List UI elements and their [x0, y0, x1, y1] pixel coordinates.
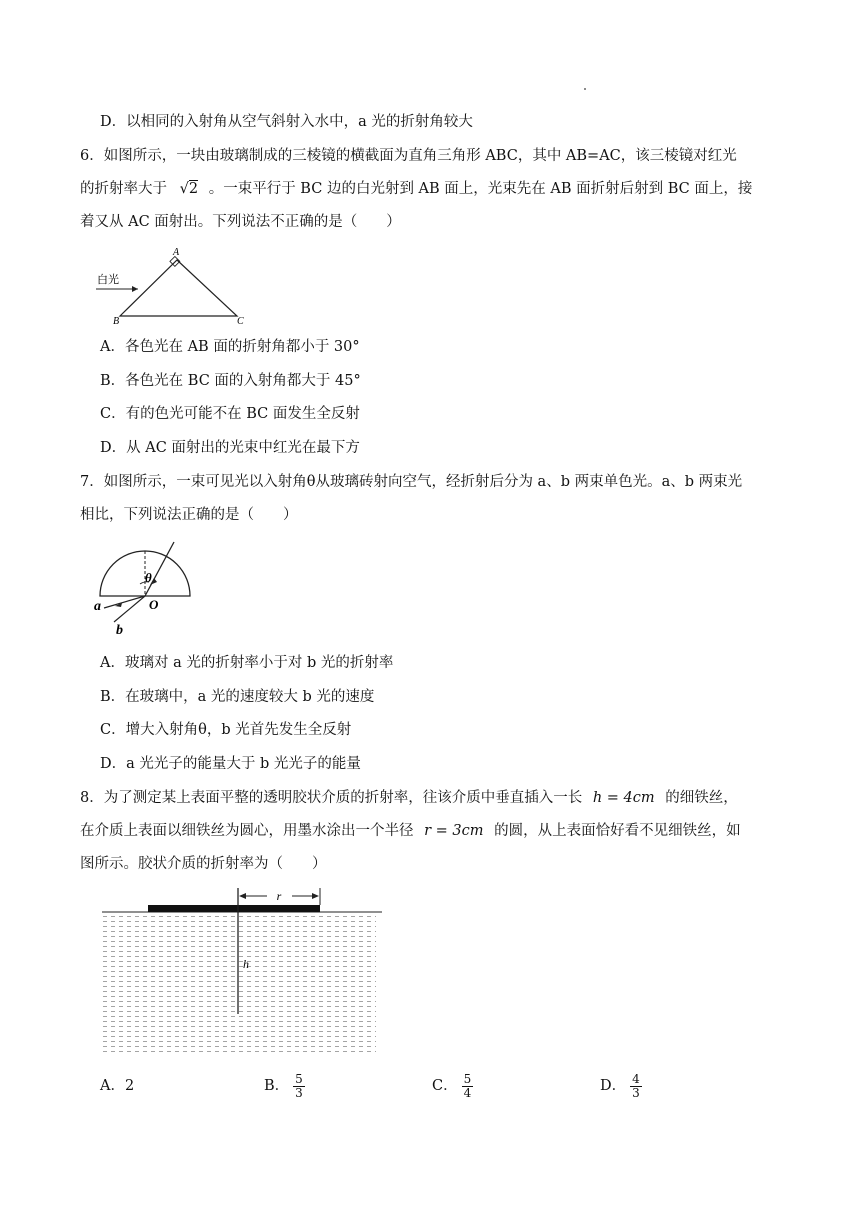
r-expression: r = 3cm: [424, 823, 484, 839]
label-o: O: [149, 597, 159, 612]
fraction-numerator: 5: [295, 1071, 303, 1086]
fraction-denominator: 3: [632, 1085, 640, 1100]
q6-option-a: A．各色光在 AB 面的折射角都小于 30°: [100, 339, 360, 355]
q6-stem-line1: 6．如图所示，一块由玻璃制成的三棱镜的横截面为直角三角形 ABC，其中 AB=AC，该三棱镜对红光: [80, 148, 737, 164]
q6-option-c: C．有的色光可能不在 BC 面发生全反射: [100, 406, 360, 422]
prism-triangle: [120, 260, 237, 316]
q8-option-c: [432, 1070, 473, 1102]
label-theta: θ: [145, 570, 152, 585]
r-arrow-right-head: [312, 893, 319, 899]
ray-arrow: [132, 286, 138, 292]
q8-option-c-label: C．: [432, 1078, 458, 1094]
q8-option-d-label: D．: [600, 1078, 627, 1094]
q7-stem-line1: 7．如图所示，一束可见光以入射角θ从玻璃砖射向空气，经折射后分为 a、b 两束单色光。a、b 两束光: [80, 474, 743, 490]
q8-stem-line1b: 的细铁丝，: [665, 790, 738, 806]
r-arrow-left-head: [239, 893, 246, 899]
q8-stem-line1a: 8．为了测定某上表面平整的透明胶状介质的折射率，往该介质中垂直插入一长: [80, 790, 583, 806]
q7-semicircle-figure: [92, 538, 192, 638]
q7-option-a: A．玻璃对 a 光的折射率小于对 b 光的折射率: [100, 655, 394, 671]
label-ray-a: a: [94, 599, 101, 614]
q8-option-d-fraction: [630, 1073, 642, 1100]
q6-sqrt: [180, 181, 198, 197]
ray-b: [114, 596, 145, 622]
label-ray-b: b: [116, 623, 123, 638]
q8-stem-line3: 图所示。胶状介质的折射率为（ ）: [80, 856, 327, 872]
ray-a: [104, 596, 145, 608]
h-expression: h = 4cm: [592, 790, 655, 806]
q8-stem-line2: [80, 815, 780, 847]
label-a: A: [172, 247, 180, 258]
q8-stem-line2b: 的圆，从上表面恰好看不见细铁丝，如: [494, 823, 741, 839]
q6-stem-line2: [80, 173, 780, 205]
sqrt-symbol: √: [179, 181, 189, 197]
sqrt-value: 2: [188, 181, 199, 197]
q6-stem-line3: 着又从 AC 面射出。下列说法不正确的是（ ）: [80, 214, 401, 230]
q6-stem-line2b: 。一束平行于 BC 边的白光射到 AB 面上，光束先在 AB 面折射后射到 BC 面上，接: [208, 181, 753, 197]
q8-option-b-fraction: [293, 1073, 305, 1100]
q8-option-b: [264, 1070, 305, 1102]
q7-stem-line2: 相比，下列说法正确的是（ ）: [80, 507, 298, 523]
label-white-light: 白光: [97, 274, 119, 286]
fraction-denominator: 4: [463, 1085, 472, 1100]
label-r: r: [276, 889, 282, 903]
label-b: B: [113, 316, 120, 326]
q8-option-a-value: 2: [124, 1078, 135, 1094]
q8-stem-line2a: 在介质上表面以细铁丝为圆心，用墨水涂出一个半径: [80, 823, 414, 839]
q6-prism-figure: [92, 244, 252, 326]
q7-option-d: D．a 光光子的能量大于 b 光光子的能量: [100, 756, 361, 772]
q7-option-b: B．在玻璃中，a 光的速度较大 b 光的速度: [100, 689, 375, 705]
q8-medium-figure: [102, 884, 384, 1056]
ink-circle: [148, 905, 320, 912]
scan-dot: [584, 88, 586, 90]
fraction-denominator: 3: [295, 1085, 303, 1100]
q6-stem-line2a: 的折射率大于: [80, 181, 167, 197]
q8-option-d: [600, 1070, 642, 1102]
label-c: C: [237, 316, 244, 326]
q8-option-c-fraction: [462, 1073, 474, 1100]
q6-option-d: D．从 AC 面射出的光束中红光在最下方: [100, 440, 360, 456]
q8-option-a-label: A．: [100, 1078, 125, 1094]
q5-option-d: D．以相同的入射角从空气斜射入水中，a 光的折射角较大: [100, 114, 473, 130]
q8-stem-line1: [80, 782, 780, 814]
gel-medium: [102, 912, 376, 1054]
fraction-numerator: 5: [463, 1071, 472, 1086]
q8-option-b-label: B．: [264, 1078, 290, 1094]
q8-option-a: [100, 1070, 134, 1102]
label-h: h: [243, 957, 249, 971]
incident-ray: [145, 542, 174, 596]
q7-option-c: C．增大入射角θ，b 光首先发生全反射: [100, 722, 352, 738]
fraction-numerator: 4: [632, 1071, 640, 1086]
q6-option-b: B．各色光在 BC 面的入射角都大于 45°: [100, 373, 361, 389]
